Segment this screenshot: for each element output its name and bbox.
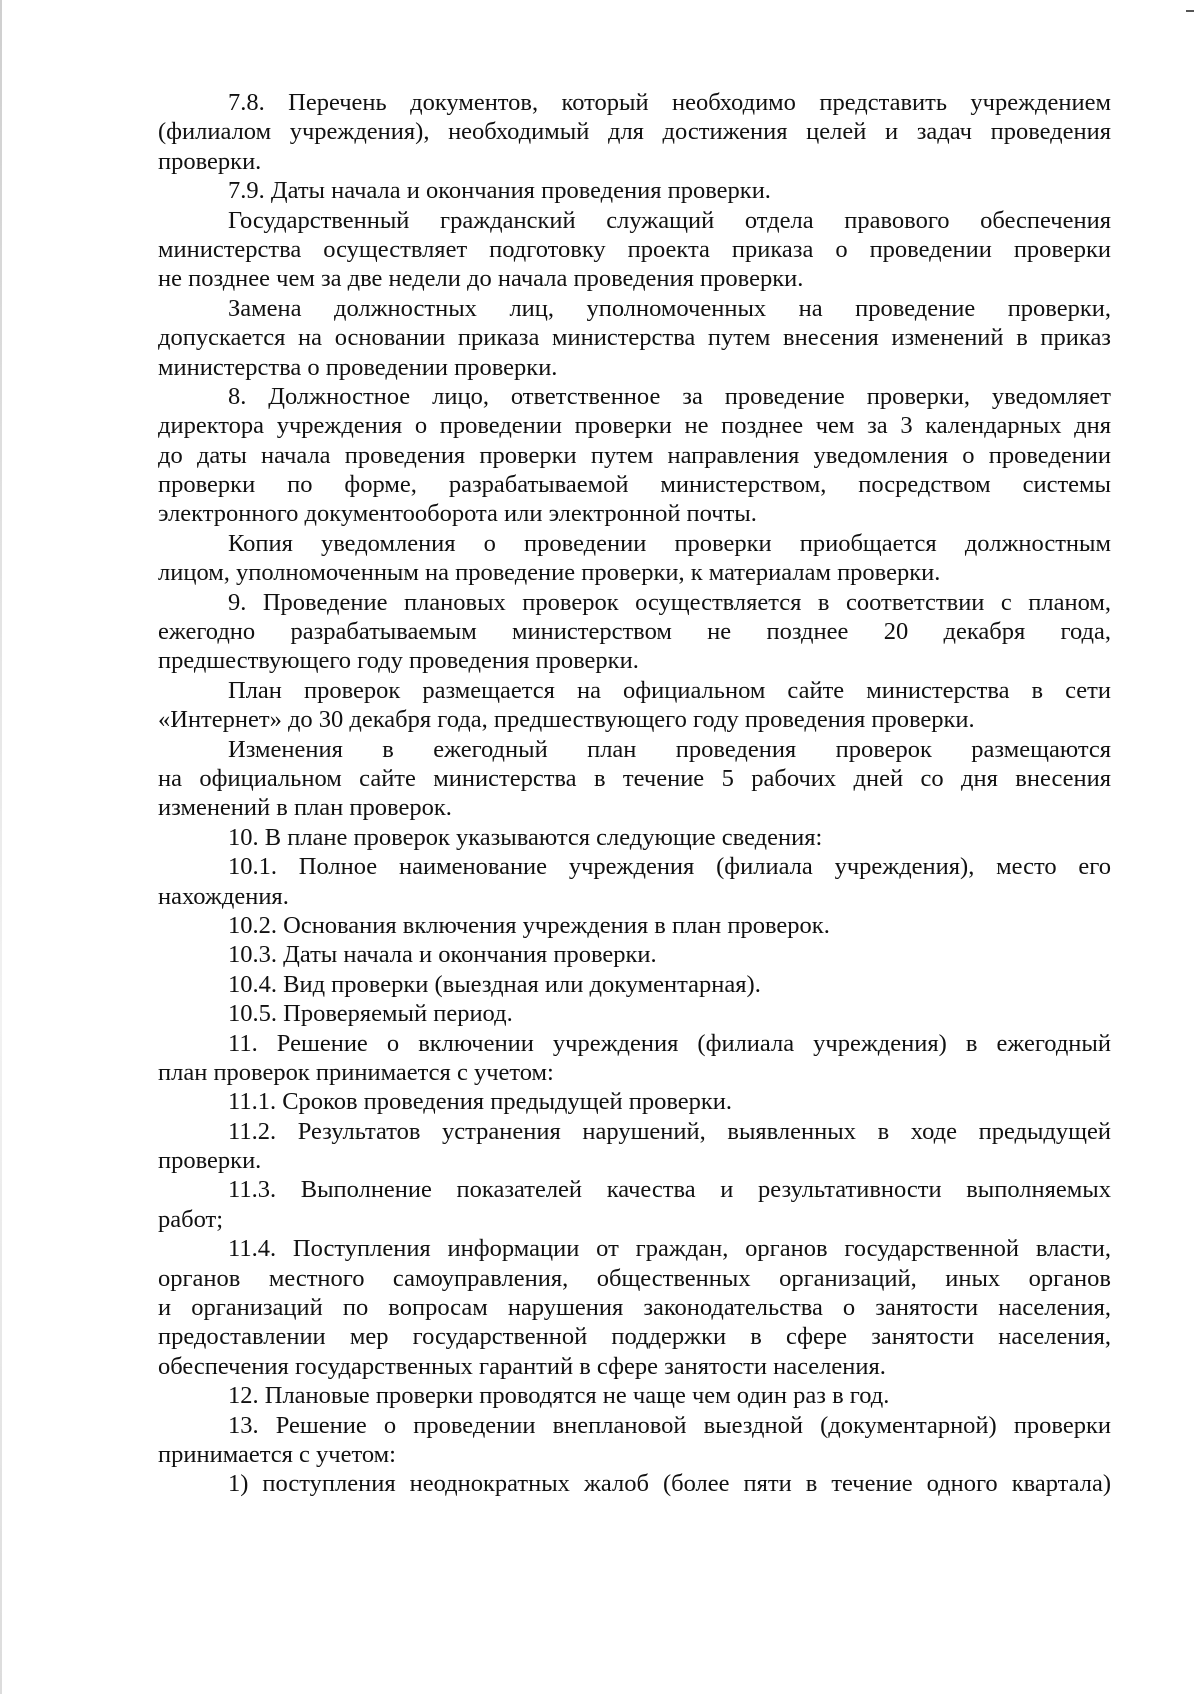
text-line: 10.5. Проверяемый период. xyxy=(228,1000,513,1028)
scan-mark xyxy=(1186,10,1194,12)
text-line: «Интернет» до 30 декабря года, предшествующего году проведения проверки. xyxy=(158,706,975,734)
text-line: 10.1. Полное наименование учреждения (филиала учреждения), место его xyxy=(228,853,1111,881)
text-line: 11.3. Выполнение показателей качества и результативности выполняемых xyxy=(228,1176,1111,1204)
text-line: Копия уведомления о проведении проверки приобщается должностным xyxy=(228,529,1111,557)
text-line: 11.1. Сроков проведения предыдущей проверки. xyxy=(228,1088,733,1116)
text-line: 9. Проведение плановых проверок осуществляется в соответствии с планом, xyxy=(228,588,1111,616)
text-line: принимается с учетом: xyxy=(158,1440,396,1468)
text-line: 10. В плане проверок указываются следующие сведения: xyxy=(228,823,823,851)
text-line: министерства осуществляет подготовку проекта приказа о проведении проверки xyxy=(158,235,1111,263)
text-line: органов местного самоуправления, общественных организаций, иных органов xyxy=(158,1264,1111,1292)
document-body xyxy=(158,88,1111,1499)
text-line: предшествующего году проведения проверки. xyxy=(158,647,639,675)
text-line: изменений в план проверок. xyxy=(158,794,452,822)
text-line: ежегодно разрабатываемым министерством не позднее 20 декабря года, xyxy=(158,618,1111,646)
text-line: 10.4. Вид проверки (выездная или документарная). xyxy=(228,970,761,998)
text-line: 7.9. Даты начала и окончания проведения проверки. xyxy=(228,177,771,205)
text-line: работ; xyxy=(158,1205,224,1233)
text-line: Государственный гражданский служащий отдела правового обеспечения xyxy=(228,206,1111,234)
text-line: 11. Решение о включении учреждения (филиала учреждения) в ежегодный xyxy=(228,1029,1111,1057)
text-line: 13. Решение о проведении внеплановой выездной (документарной) проверки xyxy=(228,1411,1111,1439)
text-line: проверки. xyxy=(158,1147,262,1175)
text-line: 11.2. Результатов устранения нарушений, выявленных в ходе предыдущей xyxy=(228,1117,1111,1145)
scan-edge-shadow xyxy=(0,0,2,1694)
text-line: 10.3. Даты начала и окончания проверки. xyxy=(228,941,657,969)
text-line: на официальном сайте министерства в течение 5 рабочих дней со дня внесения xyxy=(158,764,1111,792)
text-line: допускается на основании приказа министерства путем внесения изменений в приказ xyxy=(158,324,1111,352)
text-line: 12. Плановые проверки проводятся не чаще чем один раз в год. xyxy=(228,1382,890,1410)
text-line: Изменения в ежегодный план проведения проверок размещаются xyxy=(228,735,1111,763)
text-line: 10.2. Основания включения учреждения в план проверок. xyxy=(228,911,830,939)
text-line: министерства о проведении проверки. xyxy=(158,353,558,381)
text-line: 8. Должностное лицо, ответственное за проведение проверки, уведомляет xyxy=(228,382,1111,410)
text-line: 1) поступления неоднократных жалоб (более пяти в течение одного квартала) xyxy=(228,1470,1111,1498)
text-line: проверки по форме, разрабатываемой министерством, посредством системы xyxy=(158,471,1111,499)
text-line: предоставлении мер государственной поддержки в сфере занятости населения, xyxy=(158,1323,1111,1351)
text-line: 11.4. Поступления информации от граждан, органов государственной власти, xyxy=(228,1235,1111,1263)
text-line: проверки. xyxy=(158,147,262,175)
text-line: 7.8. Перечень документов, который необходимо представить учреждением xyxy=(228,89,1111,116)
text-line: нахождения. xyxy=(158,882,289,910)
text-line: План проверок размещается на официальном сайте министерства в сети xyxy=(228,676,1111,704)
text-line: план проверок принимается с учетом: xyxy=(158,1058,554,1086)
text-line: до даты начала проведения проверки путем направления уведомления о проведении xyxy=(158,441,1111,469)
text-line: и организаций по вопросам нарушения законодательства о занятости населения, xyxy=(158,1294,1111,1322)
text-line: не позднее чем за две недели до начала проведения проверки. xyxy=(158,265,804,293)
text-line: (филиалом учреждения), необходимый для достижения целей и задач проведения xyxy=(158,118,1111,146)
text-line: лицом, уполномоченным на проведение проверки, к материалам проверки. xyxy=(158,559,941,587)
text-line: директора учреждения о проведении проверки не позднее чем за 3 календарных дня xyxy=(158,412,1111,440)
text-line: обеспечения государственных гарантий в сфере занятости населения. xyxy=(158,1352,886,1380)
text-line: Замена должностных лиц, уполномоченных на проведение проверки, xyxy=(228,294,1111,322)
text-line: электронного документооборота или электронной почты. xyxy=(158,500,757,528)
